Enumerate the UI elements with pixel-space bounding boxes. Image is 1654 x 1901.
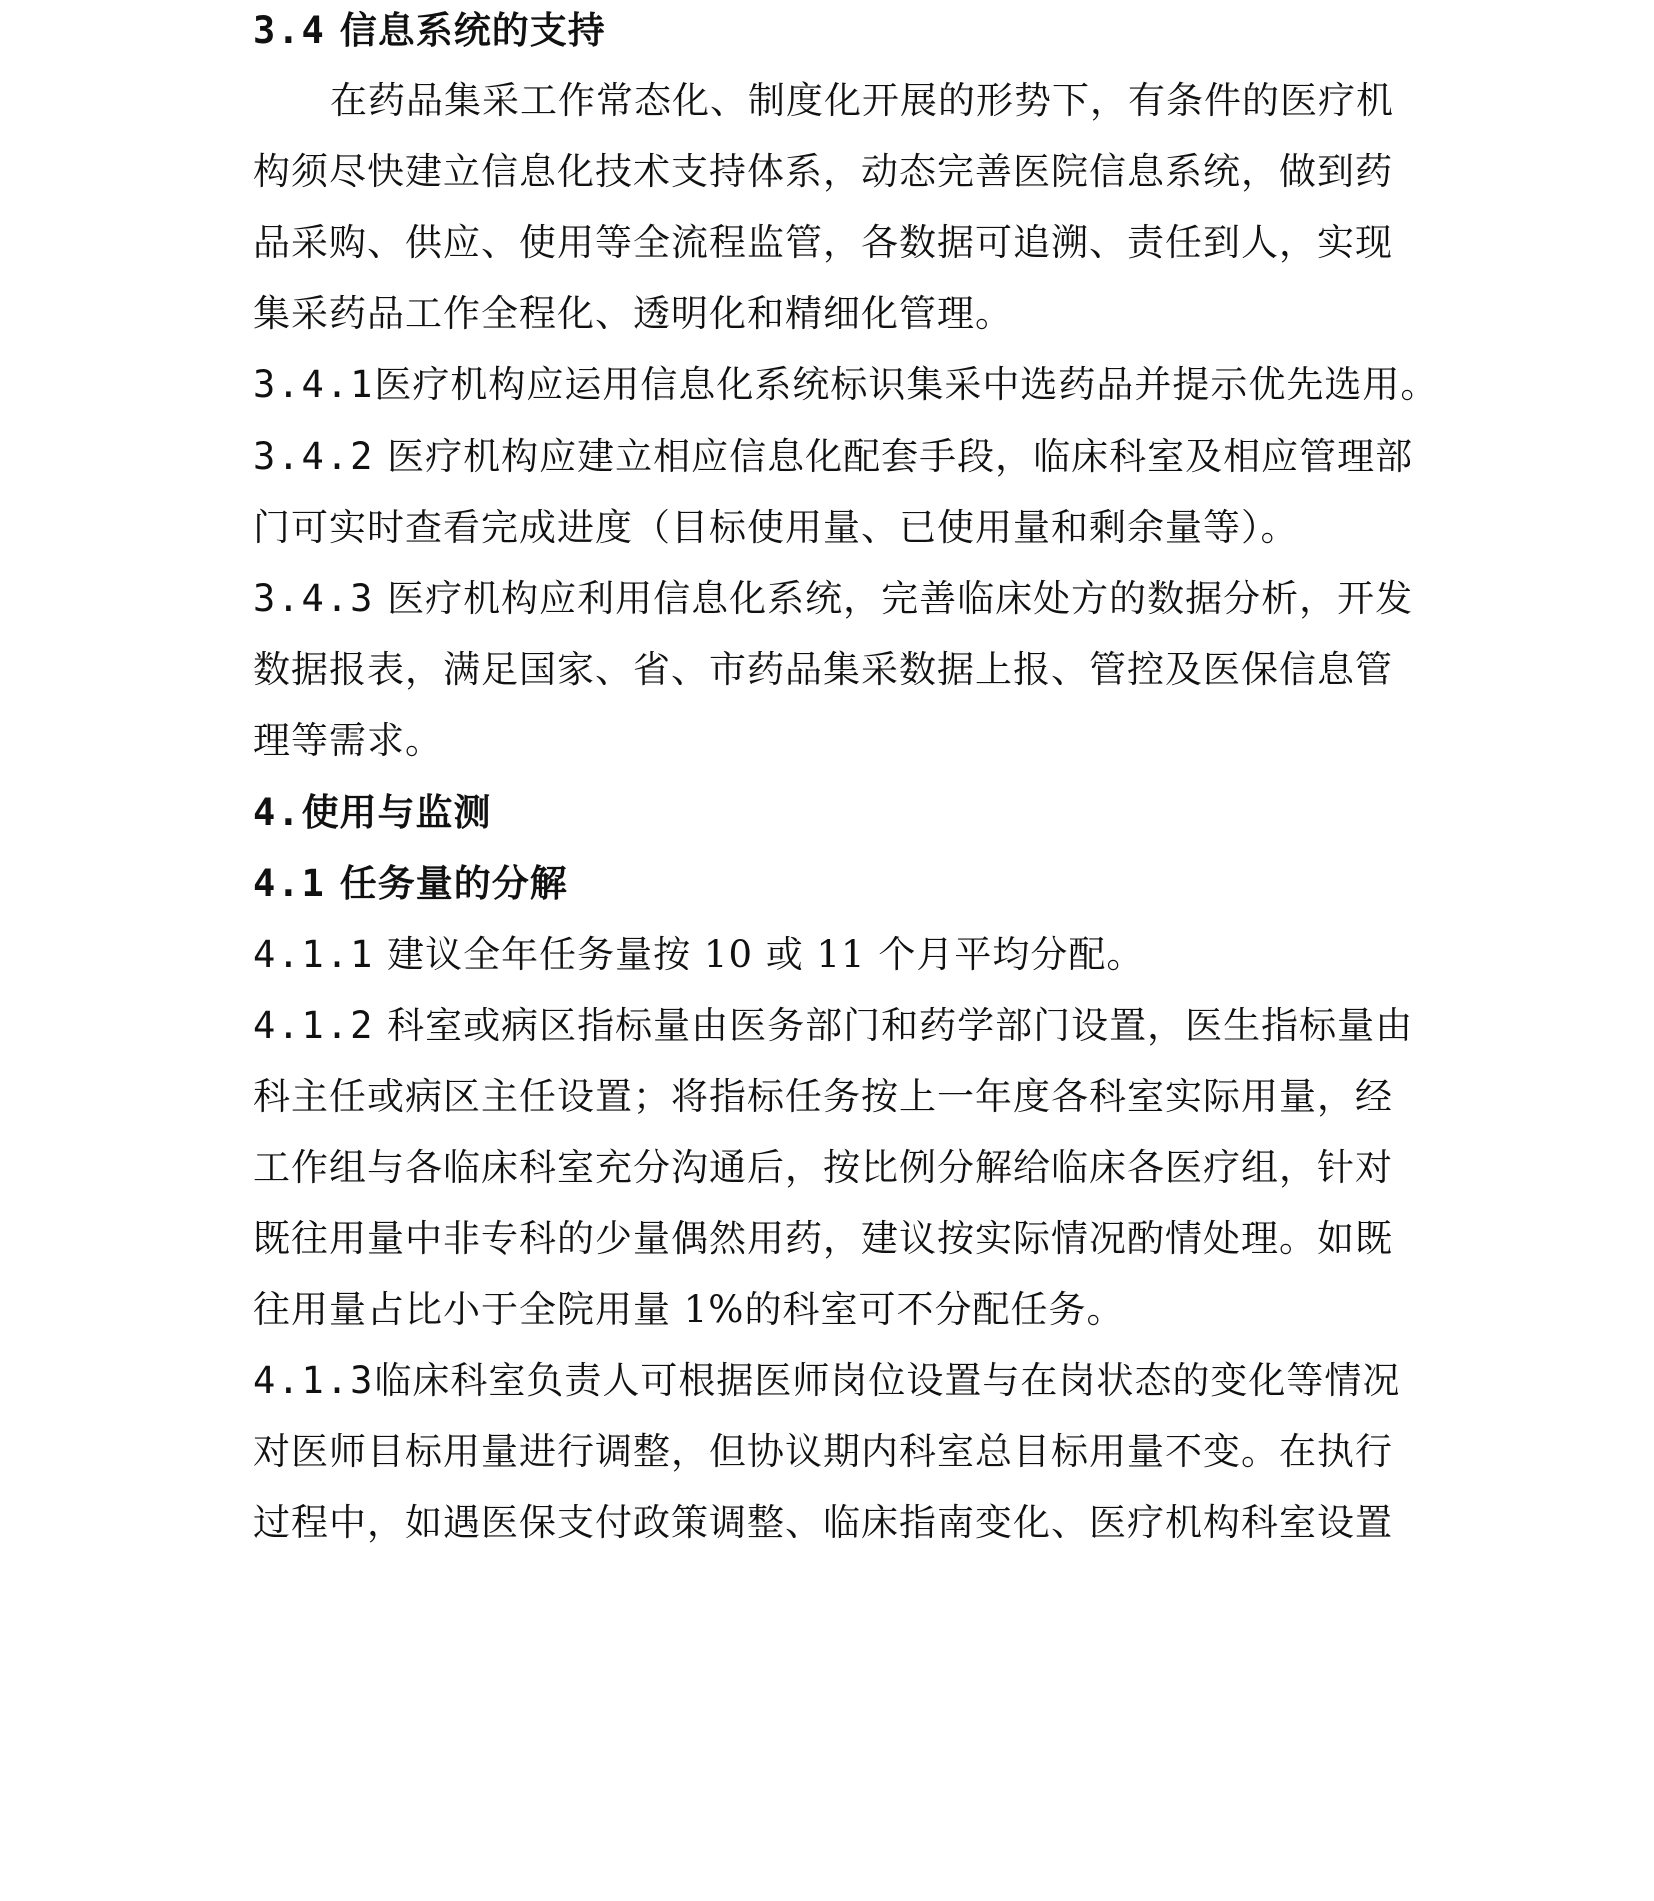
item-text: 医疗机构应利用信息化系统，完善临床处方的数据分析，开发 — [387, 577, 1414, 620]
paragraph-line: 品采购、供应、使用等全流程监管，各数据可追溯、责任到人，实现 — [253, 221, 1393, 264]
item-text: 科室或病区指标量由医务部门和药学部门设置，医生指标量由 — [387, 1004, 1414, 1047]
item-number: 4.1.2 — [253, 1004, 375, 1047]
paragraph-line: 集采药品工作全程化、透明化和精细化管理。 — [253, 292, 1013, 335]
item-number: 3.4.2 — [253, 435, 375, 478]
item-3-4-1 — [253, 361, 1438, 409]
item-text: 临床科室负责人可根据医师岗位设置与在岗状态的变化等情况 — [374, 1359, 1401, 1402]
heading-text: 任务量的分解 — [339, 861, 568, 905]
item-number: 3.4.1 — [253, 363, 375, 406]
item-text: 医疗机构应运用信息化系统标识集采中选药品并提示优先选用。 — [374, 363, 1439, 406]
item-continuation-line: 门可实时查看完成进度（目标使用量、已使用量和剩余量等）。 — [253, 506, 1299, 549]
item-number: 4.1.3 — [253, 1359, 375, 1402]
heading-number: 3.4 — [253, 9, 326, 52]
item-continuation-line: 理等需求。 — [253, 719, 443, 762]
heading-4-1 — [253, 859, 568, 908]
item-continuation-line: 既往用量中非专科的少量偶然用药，建议按实际情况酌情处理。如既 — [253, 1217, 1393, 1260]
item-3-4-3 — [253, 575, 1413, 623]
paragraph-line: 在药品集采工作常态化、制度化开展的形势下，有条件的医疗机 — [330, 79, 1394, 122]
heading-number: 4. — [253, 791, 302, 834]
heading-number: 4.1 — [253, 862, 326, 905]
heading-text: 信息系统的支持 — [339, 8, 606, 52]
item-continuation-line: 工作组与各临床科室充分沟通后，按比例分解给临床各医疗组，针对 — [253, 1146, 1393, 1189]
item-number: 4.1.1 — [253, 933, 375, 976]
item-continuation-line: 对医师目标用量进行调整，但协议期内科室总目标用量不变。在执行 — [253, 1430, 1393, 1473]
paragraph-line: 构须尽快建立信息化技术支持体系，动态完善医院信息系统，做到药 — [253, 150, 1393, 193]
item-4-1-3 — [253, 1357, 1400, 1405]
heading-text: 使用与监测 — [301, 790, 492, 834]
item-continuation-line: 数据报表，满足国家、省、市药品集采数据上报、管控及医保信息管 — [253, 648, 1393, 691]
item-3-4-2 — [253, 433, 1413, 481]
heading-4 — [253, 788, 492, 837]
item-text: 医疗机构应建立相应信息化配套手段，临床科室及相应管理部 — [387, 435, 1414, 478]
item-continuation-line: 过程中，如遇医保支付政策调整、临床指南变化、医疗机构科室设置 — [253, 1501, 1393, 1544]
item-text: 建议全年任务量按 10 或 11 个月平均分配。 — [387, 933, 1145, 976]
item-number: 3.4.3 — [253, 577, 375, 620]
item-continuation-line: 往用量占比小于全院用量 1%的科室可不分配任务。 — [253, 1288, 1125, 1331]
heading-3-4 — [253, 6, 606, 55]
item-4-1-2 — [253, 1002, 1413, 1050]
item-4-1-1 — [253, 931, 1144, 979]
item-continuation-line: 科主任或病区主任设置；将指标任务按上一年度各科室实际用量，经 — [253, 1075, 1393, 1118]
